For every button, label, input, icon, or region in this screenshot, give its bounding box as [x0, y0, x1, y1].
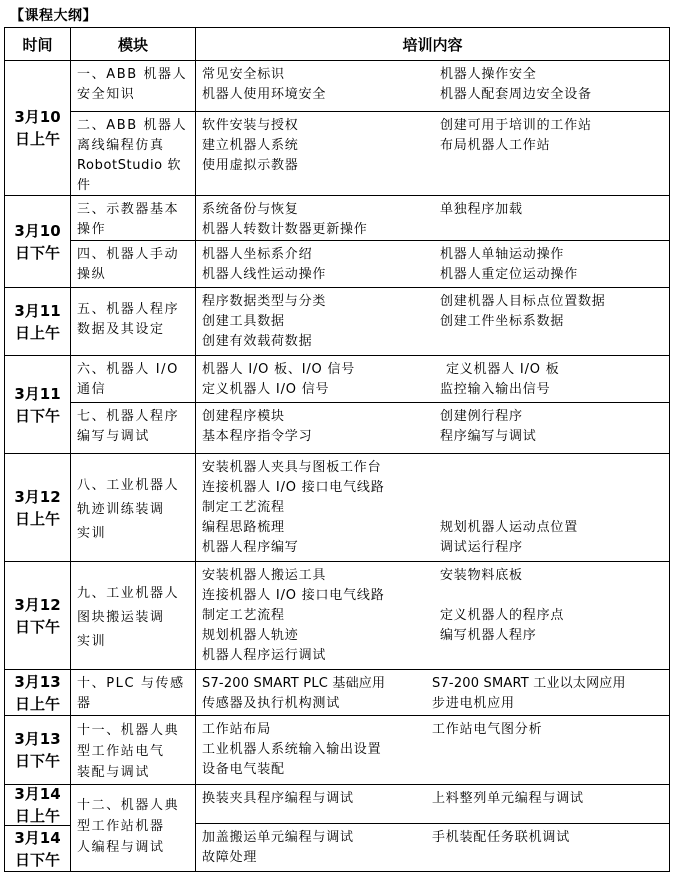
- content-item: [440, 478, 578, 498]
- time-cell: [5, 716, 70, 784]
- content-item: 制定工艺流程: [202, 608, 285, 623]
- module-line: 安全知识: [77, 87, 136, 102]
- content-item: [440, 220, 523, 240]
- content-item: 常见安全标识: [202, 67, 285, 82]
- time-label: 日下午: [14, 617, 60, 636]
- module-line: 七、机器人程序: [77, 409, 180, 424]
- content-item: 加盖搬运单元编程与调试: [202, 830, 354, 845]
- header-module: 模块: [117, 35, 148, 54]
- content-item: 编程思路梳理: [202, 520, 285, 535]
- module-line: 操作: [77, 222, 107, 237]
- module-line: 二、ABB 机器人: [77, 118, 188, 133]
- module-line: 通信: [77, 382, 107, 397]
- content-item: 安装物料底板: [440, 568, 523, 583]
- content-item: [440, 586, 564, 606]
- content-cell: [196, 824, 669, 871]
- content-item: 编写机器人程序: [440, 628, 537, 643]
- content-cell: [196, 196, 669, 240]
- time-label: 3月12: [14, 595, 61, 614]
- content-item: 机器人转数计数器更新操作: [202, 222, 368, 237]
- content-item: S7-200 SMART PLC 基础应用: [202, 676, 386, 691]
- module-cell: [71, 112, 195, 195]
- content-item: 安装机器人搬运工具: [202, 568, 327, 583]
- module-line: 操纵: [77, 267, 107, 282]
- content-item: 机器人 I/O 板、I/O 信号: [202, 362, 356, 377]
- time-label: 日上午: [14, 694, 60, 713]
- content-item: 工作站电气图分析: [432, 722, 543, 737]
- content-item: 创建有效载荷数据: [202, 334, 313, 349]
- content-item: 机器人单轴运动操作: [440, 247, 565, 262]
- time-label: 日下午: [14, 243, 60, 262]
- content-item: [440, 332, 606, 352]
- time-cell: [5, 196, 70, 287]
- content-item: [440, 458, 578, 478]
- content-item: 规划机器人运动点位置: [440, 520, 579, 535]
- module-line: 数据及其设定: [77, 322, 165, 337]
- time-cell: [5, 288, 70, 355]
- time-label: 日上午: [14, 323, 60, 342]
- content-cell: [196, 61, 669, 111]
- module-line: 器: [77, 696, 92, 711]
- module-line: 型工作站电气: [77, 744, 165, 759]
- content-item: 创建工件坐标系数据: [440, 314, 565, 329]
- content-cell: [196, 716, 669, 784]
- time-cell: [5, 356, 70, 453]
- content-item: [432, 740, 542, 760]
- time-label: 日上午: [14, 807, 60, 825]
- module-line: RobotStudio 软: [77, 158, 182, 173]
- header-time: 时间: [22, 35, 53, 54]
- module-line: 人编程与调试: [77, 840, 165, 855]
- content-item: 工业机器人系统输入输出设置: [202, 742, 382, 757]
- module-cell: [71, 356, 195, 402]
- content-cell: [196, 562, 669, 669]
- module-line: 轨迹训练装调: [77, 502, 165, 517]
- content-cell: [196, 112, 669, 195]
- module-line: 九、工业机器人: [77, 586, 180, 601]
- content-cell: [196, 356, 669, 402]
- content-item: [432, 760, 542, 780]
- content-item: 连接机器人 I/O 接口电气线路: [202, 588, 385, 603]
- module-line: 十、PLC 与传感: [77, 676, 185, 691]
- header-content: 培训内容: [402, 35, 463, 54]
- module-line: 离线编程仿真: [77, 138, 165, 153]
- content-item: 创建程序模块: [202, 409, 285, 424]
- content-item: 安装机器人夹具与图板工作台: [202, 460, 382, 475]
- time-label: 日上午: [14, 509, 60, 528]
- course-schedule-table: [4, 27, 670, 872]
- content-item: 工作站布局: [202, 722, 272, 737]
- outline-heading: 【课程大纲】: [10, 8, 97, 24]
- content-item: [440, 646, 564, 666]
- time-label: 3月14: [14, 785, 61, 803]
- time-cell: [5, 61, 70, 195]
- content-item: [440, 498, 578, 518]
- time-label: 3月10: [14, 221, 61, 240]
- content-cell: [196, 403, 669, 453]
- time-label: 3月12: [14, 487, 61, 506]
- content-item: 基本程序指令学习: [202, 429, 313, 444]
- content-item: [440, 156, 592, 176]
- module-line: 十二、机器人典: [77, 798, 180, 813]
- content-item: [432, 808, 570, 828]
- content-item: 程序编写与调试: [440, 429, 537, 444]
- time-label: 日下午: [14, 406, 60, 425]
- module-cell: [71, 670, 195, 715]
- module-line: 装配与调试: [77, 765, 151, 780]
- module-line: 实训: [77, 526, 107, 541]
- time-label: 3月11: [14, 301, 61, 320]
- content-item: 创建机器人目标点位置数据: [440, 294, 606, 309]
- content-item: 机器人配套周边安全设备: [440, 87, 592, 102]
- module-line: 六、机器人 I/O: [77, 362, 179, 377]
- module-line: 编写与调试: [77, 429, 151, 444]
- module-cell: [71, 716, 195, 784]
- content-item: 设备电气装配: [202, 762, 285, 777]
- content-item: 机器人操作安全: [440, 67, 537, 82]
- module-cell: [71, 562, 195, 669]
- content-item: 步进电机应用: [432, 696, 515, 711]
- content-item: 手机装配任务联机调试: [432, 830, 571, 845]
- content-item: 布局机器人工作站: [440, 138, 551, 153]
- content-item: 定义机器人 I/O 信号: [202, 382, 330, 397]
- module-line: 十一、机器人典: [77, 723, 180, 738]
- content-item: 机器人线性运动操作: [202, 267, 327, 282]
- time-cell: [5, 670, 70, 715]
- time-label: 3月14: [14, 828, 61, 847]
- content-item: 连接机器人 I/O 接口电气线路: [202, 480, 385, 495]
- content-cell: [196, 288, 669, 355]
- content-cell: [196, 670, 669, 715]
- module-line: 型工作站机器: [77, 819, 165, 834]
- content-item: 机器人坐标系介绍: [202, 247, 313, 262]
- content-item: 故障处理: [202, 850, 258, 865]
- content-item: 定义机器人的程序点: [440, 608, 565, 623]
- time-cell: [5, 785, 70, 825]
- content-cell: [196, 454, 669, 561]
- content-item: 使用虚拟示教器: [202, 158, 299, 173]
- module-line: 件: [77, 178, 92, 193]
- time-cell: [5, 454, 70, 561]
- module-cell: [71, 785, 195, 871]
- module-line: 一、ABB 机器人: [77, 67, 188, 82]
- content-item: 系统备份与恢复: [202, 202, 299, 217]
- module-line: 三、示教器基本: [77, 202, 180, 217]
- time-label: 日上午: [14, 130, 60, 148]
- module-line: 四、机器人手动: [77, 247, 180, 262]
- content-item: 上料整列单元编程与调试: [432, 791, 584, 806]
- content-item: 定义机器人 I/O 板: [446, 362, 560, 377]
- content-item: 创建例行程序: [440, 409, 523, 424]
- content-item: 单独程序加载: [440, 202, 523, 217]
- time-label: 3月13: [14, 730, 61, 748]
- content-item: 创建工具数据: [202, 314, 285, 329]
- content-item: 建立机器人系统: [202, 138, 299, 153]
- time-label: 3月10: [14, 108, 61, 126]
- content-item: 规划机器人轨迹: [202, 628, 299, 643]
- time-label: 3月11: [14, 384, 61, 403]
- content-item: 软件安装与授权: [202, 118, 299, 133]
- module-cell: [71, 288, 195, 355]
- content-item: [202, 808, 354, 828]
- module-line: 八、工业机器人: [77, 478, 180, 493]
- module-line: 实训: [77, 634, 107, 649]
- content-item: 制定工艺流程: [202, 500, 285, 515]
- content-item: [432, 848, 570, 868]
- time-label: 日下午: [14, 752, 60, 770]
- content-item: 创建可用于培训的工作站: [440, 118, 592, 133]
- time-label: 3月13: [14, 672, 61, 691]
- content-item: 机器人程序编写: [202, 540, 299, 555]
- module-cell: [71, 403, 195, 453]
- time-cell: [5, 826, 70, 871]
- content-item: 机器人程序运行调试: [202, 648, 327, 663]
- content-item: 机器人重定位运动操作: [440, 267, 579, 282]
- content-item: S7-200 SMART 工业以太网应用: [432, 676, 626, 691]
- content-item: 传感器及执行机构测试: [202, 696, 341, 711]
- content-cell: [196, 241, 669, 287]
- module-cell: [71, 196, 195, 240]
- content-item: 机器人使用环境安全: [202, 87, 327, 102]
- content-item: 换装夹具程序编程与调试: [202, 791, 354, 806]
- module-cell: [71, 454, 195, 561]
- module-line: 五、机器人程序: [77, 302, 180, 317]
- content-item: 程序数据类型与分类: [202, 294, 327, 309]
- content-item: 调试运行程序: [440, 540, 523, 555]
- module-cell: [71, 61, 195, 111]
- time-label: 日下午: [14, 850, 60, 869]
- module-cell: [71, 241, 195, 287]
- content-item: 监控输入输出信号: [440, 382, 551, 397]
- time-cell: [5, 562, 70, 669]
- module-line: 图块搬运装调: [77, 610, 165, 625]
